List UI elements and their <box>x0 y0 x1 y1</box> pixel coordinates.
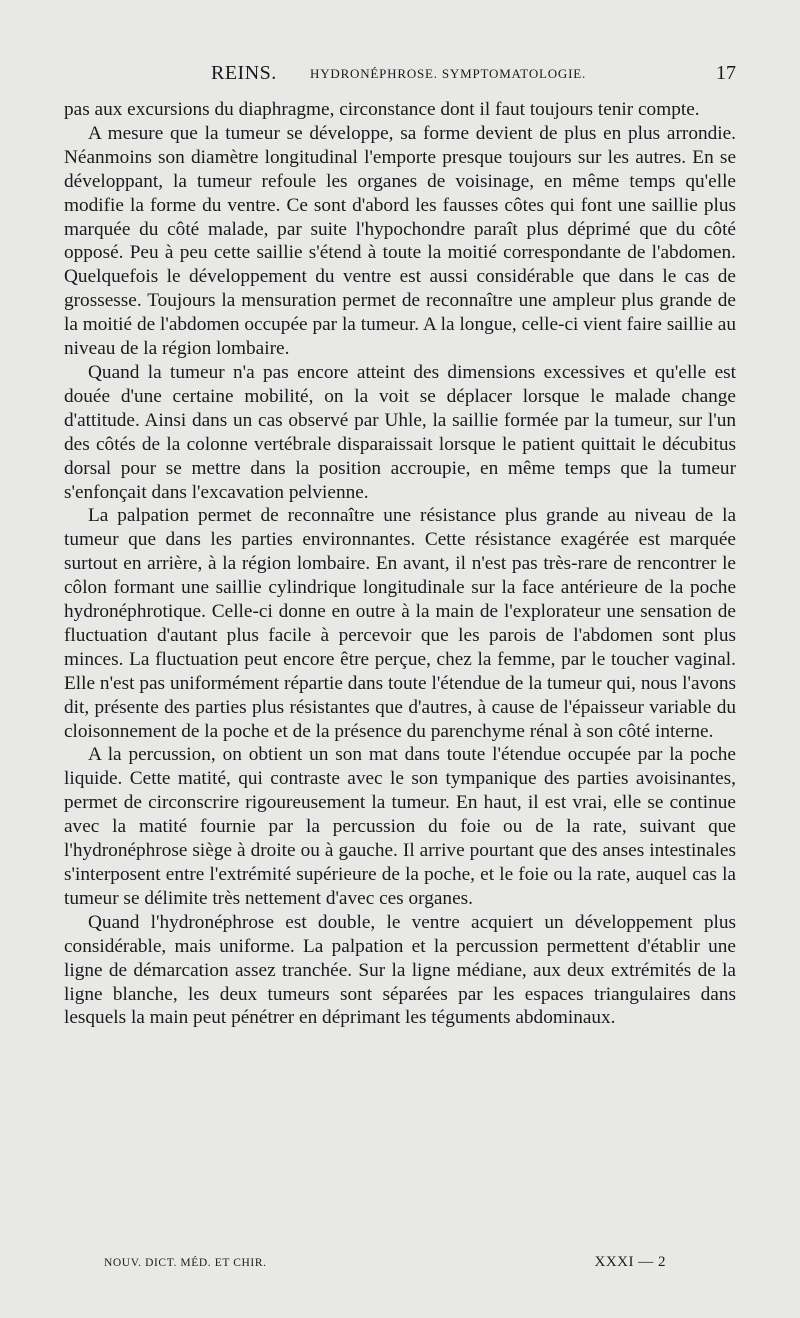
paragraph-palpation: La palpation permet de reconnaître une résistance plus grande au niveau de la tumeur que dans les parties environnantes. Cette résistance exagérée est marquée surtout en arrière, à la région lombaire. En avant, il n'est pas très-rare de rencontrer le côlon formant une saillie cylindrique longitudinale sur la face antérieure de la poche hydronéphrotique. Celle-ci donne en outre à la main de l'explorateur une sensation de fluctuation d'autant plus facile à percevoir que les parois de l'abdomen sont plus minces. La fluctuation peut encore être perçue, chez la femme, par le toucher vaginal. Elle n'est pas uniformément répartie dans toute l'étendue de la tumeur qui, nous l'avons dit, présente des parties plus résistantes que d'autres, à cause de l'épaisseur variable du cloisonnement de la poche et de la présence du parenchyme rénal à son côté interne. <box>64 505 736 742</box>
paragraph-double-hydronephrosis: Quand l'hydronéphrose est double, le ventre acquiert un développement plus considérable, mais uniforme. La palpation et la percussion permettent d'établir une ligne de démarcation assez tranchée. Sur la ligne médiane, aux deux extrémités de la ligne blanche, les deux tumeurs sont séparées par les espaces triangulaires dans lesquels la main peut pénétrer en déprimant les téguments abdominaux. <box>64 911 736 1029</box>
footer-publication: NOUV. DICT. MÉD. ET CHIR. <box>104 1257 267 1269</box>
paragraph-continuation: pas aux excursions du diaphragme, circonstance dont il faut toujours tenir compte. <box>64 99 700 120</box>
page-header <box>64 58 736 88</box>
paragraph-percussion: A la percussion, on obtient un son mat dans toute l'étendue occupée par la poche liquide. Cette matité, qui contraste avec le son tympanique des parties avoisinantes, permet de circonscrire rigoureusement la tumeur. En haut, il est vrai, elle se continue avec la matité fournie par la percussion du foie ou de la rate, suivant que l'hydronéphrose siège à droite ou à gauche. Il arrive pourtant que des anses intestinales s'interposent entre l'extrémité supérieure de la poche, et le foie ou la rate, auquel cas la tumeur se délimite très nettement d'avec ces organes. <box>64 744 736 909</box>
footer-signature-mark: XXXI — 2 <box>594 1254 666 1270</box>
running-title-center: HYDRONÉPHROSE. SYMPTOMATOLOGIE. <box>310 66 587 81</box>
body-text <box>64 98 736 1030</box>
running-title-left: REINS. <box>211 62 277 84</box>
page-footer <box>104 1254 666 1276</box>
page-number: 17 <box>716 62 736 84</box>
paragraph-tumor-mobility: Quand la tumeur n'a pas encore atteint des dimensions excessives et qu'elle est douée d'une certaine mobilité, on la voit se déplacer lorsque le malade change d'attitude. Ainsi dans un cas observé par Uhle, la saillie formée par la tumeur, sur l'un des côtés de la colonne vertébrale disparaissait lorsque le patient quittait le décubitus dorsal pour se mettre dans la position accroupie, en même temps que la tumeur s'enfonçait dans l'excavation pelvienne. <box>64 361 736 503</box>
paragraph-tumor-development: A mesure que la tumeur se développe, sa forme devient de plus en plus arrondie. Néanmoins son diamètre longitudinal l'emporte presque toujours sur les autres. En se développant, la tumeur refoule les organes de voisinage, en même temps qu'elle modifie la forme du ventre. Ce sont d'abord les fausses côtes qui font une saillie plus marquée du côté malade, par suite l'hypochondre paraît plus déprimé que du côté opposé. Peu à peu cette saillie s'étend à toute la moitié correspondante de l'abdomen. Quelquefois le développement du ventre est aussi considérable que dans le cas de grossesse. Toujours la mensuration permet de reconnaître une ampleur plus grande de la moitié de l'abdomen occupée par la tumeur. A la longue, celle-ci vient faire saillie au niveau de la région lombaire. <box>64 122 736 360</box>
